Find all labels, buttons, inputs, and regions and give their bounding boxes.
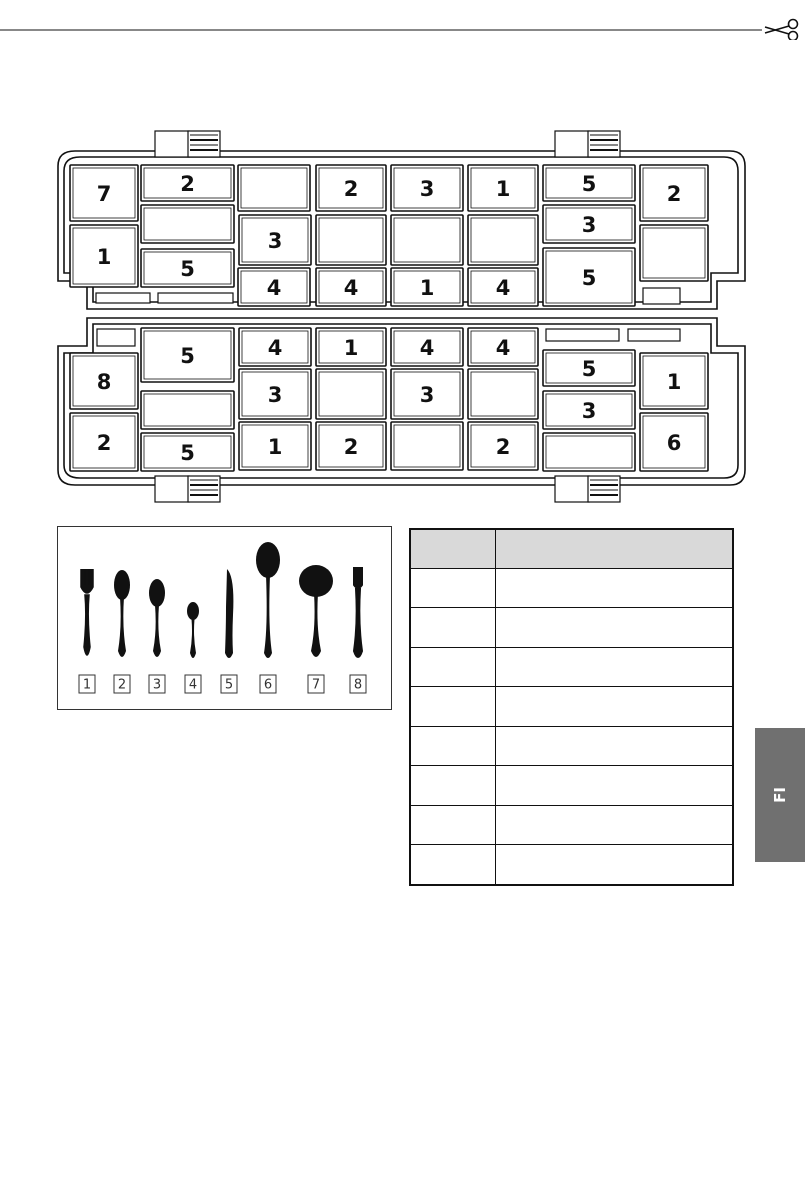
- lower-compartment: [468, 369, 538, 419]
- teaspoon-icon: [187, 602, 199, 658]
- table-cell: [496, 845, 734, 885]
- table-cell: [496, 805, 734, 844]
- table-cell: [410, 766, 496, 805]
- compartment-number: 1: [96, 245, 112, 269]
- legend-key: [260, 675, 276, 693]
- table-cell: [496, 726, 734, 765]
- upper-compartment: [468, 215, 538, 265]
- upper-compartment: [141, 249, 234, 287]
- compartment-number: 3: [419, 177, 435, 201]
- hinge-clip: [555, 131, 620, 157]
- compartment-number: 6: [666, 431, 682, 455]
- lower-compartment: [239, 369, 311, 419]
- compartment-number: 2: [343, 435, 359, 459]
- table-row: [410, 805, 733, 844]
- lower-compartment: [316, 369, 386, 419]
- table-cell: [410, 647, 496, 686]
- upper-compartment: [640, 165, 708, 221]
- legend-key: [114, 675, 130, 693]
- hinge-clip: [155, 476, 220, 502]
- vent-slot: [643, 288, 680, 304]
- table-cell: [410, 805, 496, 844]
- lower-compartment: [141, 328, 234, 382]
- compartment-number: 4: [343, 276, 359, 300]
- knife-icon: [225, 569, 233, 658]
- scissors-icon: [765, 20, 798, 41]
- lower-compartment: [391, 369, 463, 419]
- lower-compartment: [543, 350, 635, 386]
- legend-key-number: 4: [188, 677, 198, 693]
- fork-icon: [81, 569, 93, 655]
- compartment-number: 8: [96, 370, 112, 394]
- lower-compartment: [70, 413, 138, 471]
- serving-fork-icon: [354, 567, 362, 657]
- compartment-number: 2: [343, 177, 359, 201]
- upper-compartment: [391, 165, 463, 211]
- upper-compartment: [239, 215, 311, 265]
- legend-key: [308, 675, 324, 693]
- legend-key-number: 3: [152, 677, 162, 693]
- compartment-number: 5: [581, 172, 597, 196]
- table-cell: [410, 687, 496, 726]
- cut-line: [0, 0, 805, 40]
- upper-compartment: [238, 268, 310, 306]
- language-tab-label: FI: [771, 787, 789, 803]
- compartment-number: 3: [581, 399, 597, 423]
- upper-compartment: [238, 165, 310, 211]
- upper-compartment: [70, 165, 138, 221]
- vent-slot: [97, 329, 135, 346]
- upper-compartment: [543, 248, 635, 306]
- compartment-number: 7: [96, 182, 112, 206]
- table-cell: [496, 766, 734, 805]
- compartment-number: 3: [267, 383, 283, 407]
- compartment-number: 2: [666, 182, 682, 206]
- upper-compartment: [391, 215, 463, 265]
- legend-key-number: 2: [117, 677, 127, 693]
- compartment-number: 2: [495, 435, 511, 459]
- cutlery-tray-diagram: [0, 120, 805, 510]
- legend-key-number: 1: [82, 677, 92, 693]
- table-cell: [410, 726, 496, 765]
- vent-slot: [158, 293, 233, 303]
- lower-compartment: [391, 328, 463, 366]
- lower-compartment: [468, 328, 538, 366]
- upper-compartment: [316, 268, 386, 306]
- hinge-clip: [155, 131, 220, 157]
- compartment-number: 5: [581, 357, 597, 381]
- table-cell: [496, 569, 734, 608]
- compartment-number: 3: [581, 213, 597, 237]
- table-cell: [496, 687, 734, 726]
- cutlery-legend: [57, 526, 392, 710]
- lower-compartment: [640, 353, 708, 409]
- compartment-number: 5: [180, 441, 195, 465]
- table-cell: [410, 845, 496, 885]
- serving-spoon-icon: [256, 542, 280, 658]
- table-cell: [410, 608, 496, 647]
- lower-compartment: [316, 422, 386, 470]
- compartment-number: 3: [419, 383, 435, 407]
- table-row: [410, 766, 733, 805]
- compartment-number: 5: [180, 344, 195, 368]
- upper-compartment: [141, 205, 234, 243]
- compartment-number: 5: [180, 257, 195, 281]
- table-row: [410, 569, 733, 608]
- compartment-number: 3: [267, 229, 283, 253]
- table-header-cell: [410, 529, 496, 569]
- legend-key-number: 8: [353, 677, 363, 693]
- lower-compartment: [316, 328, 386, 366]
- compartment-number: 4: [419, 336, 435, 360]
- lower-compartment: [239, 422, 311, 470]
- cutlery-table: [409, 528, 734, 886]
- lower-compartment: [640, 413, 708, 471]
- legend-key-number: 7: [311, 677, 321, 693]
- table-row: [410, 647, 733, 686]
- compartment-number: 4: [495, 276, 511, 300]
- compartment-number: 2: [96, 431, 112, 455]
- upper-compartment: [391, 268, 463, 306]
- lower-compartment: [543, 391, 635, 429]
- table-header-cell: [496, 529, 734, 569]
- table-cell: [496, 608, 734, 647]
- compartment-number: 4: [266, 276, 282, 300]
- upper-compartment: [468, 165, 538, 211]
- compartment-number: 1: [419, 276, 435, 300]
- table-cell: [496, 647, 734, 686]
- lower-compartment: [70, 353, 138, 409]
- compartment-number: 1: [267, 435, 283, 459]
- legend-key: [221, 675, 237, 693]
- compartment-number: 1: [495, 177, 511, 201]
- upper-compartment: [141, 165, 234, 201]
- table-cell: [410, 569, 496, 608]
- language-tab: [755, 728, 805, 862]
- compartment-number: 4: [267, 336, 283, 360]
- compartment-number: 1: [666, 370, 682, 394]
- table-row: [410, 687, 733, 726]
- legend-key: [185, 675, 201, 693]
- compartment-number: 5: [581, 266, 597, 290]
- lower-compartment: [468, 422, 538, 470]
- table-row: [410, 608, 733, 647]
- vent-slot: [96, 293, 150, 303]
- lower-compartment: [239, 328, 311, 366]
- lower-compartment: [543, 433, 635, 471]
- lower-compartment: [141, 391, 234, 429]
- table-row: [410, 845, 733, 885]
- lower-compartment: [391, 422, 463, 470]
- lower-compartment: [141, 433, 234, 471]
- compartment-number: 4: [495, 336, 511, 360]
- upper-compartment: [70, 225, 138, 287]
- legend-key: [79, 675, 95, 693]
- upper-compartment: [543, 205, 635, 243]
- vent-slot: [628, 329, 680, 341]
- upper-compartment: [468, 268, 538, 306]
- compartment-number: 2: [180, 172, 195, 196]
- compartment-number: 1: [343, 336, 359, 360]
- vent-slot: [546, 329, 619, 341]
- legend-key: [350, 675, 366, 693]
- tablespoon-icon: [114, 570, 130, 657]
- upper-compartment: [316, 215, 386, 265]
- table-header-row: [410, 529, 733, 569]
- upper-compartment: [640, 225, 708, 281]
- upper-compartment: [316, 165, 386, 211]
- legend-key-number: 5: [224, 677, 234, 693]
- table-row: [410, 726, 733, 765]
- legend-key-number: 6: [263, 677, 273, 693]
- ladle-icon: [299, 565, 333, 657]
- upper-compartment: [543, 165, 635, 201]
- legend-key: [149, 675, 165, 693]
- dessert-spoon-icon: [149, 579, 165, 657]
- hinge-clip: [555, 476, 620, 502]
